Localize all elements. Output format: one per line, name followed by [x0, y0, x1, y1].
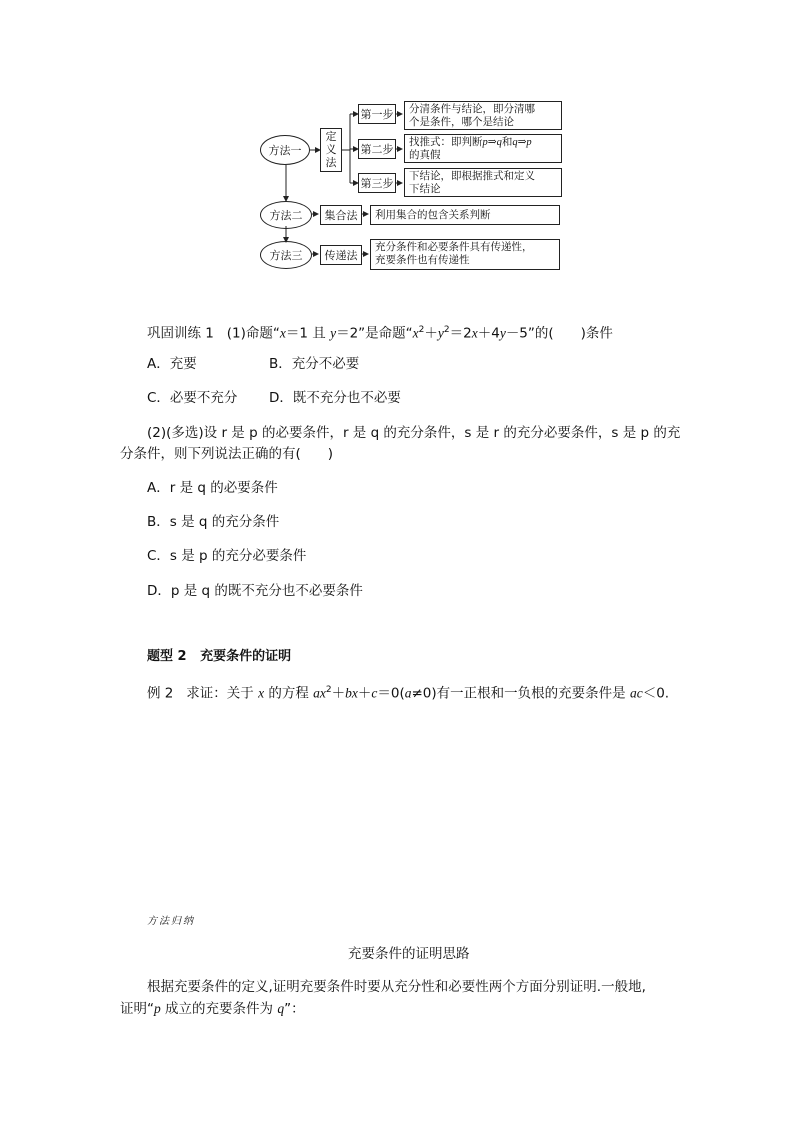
summary-paragraph-line2: 证明“p 成立的充要条件为 q”： [120, 1001, 305, 1017]
section-heading: 题型 2 充要条件的证明 [147, 649, 292, 664]
transfer-method-description: 充分条件和必要条件具有传递性， 充要条件也有传递性 [370, 239, 560, 270]
step3-box: 第三步 [358, 173, 396, 193]
q1-option-a: A．充要 [147, 356, 197, 372]
method1-node: 方法一 [260, 135, 310, 165]
method2-node: 方法二 [260, 201, 312, 229]
method3-node: 方法三 [260, 241, 312, 269]
q1-option-d: D．既不充分也不必要 [269, 390, 401, 406]
q2-option-a: A．r 是 q 的必要条件 [147, 480, 278, 496]
set-method-box: 集合法 [320, 205, 362, 225]
step3-description: 下结论，即根据推式和定义 下结论 [404, 168, 562, 197]
exercise-question-2-line2: 分条件，则下列说法正确的有( ) [120, 446, 334, 462]
summary-paragraph-line1: 根据充要条件的定义,证明充要条件时要从充分性和必要性两个方面分别证明.一般地, [147, 979, 646, 995]
set-method-description: 利用集合的包含关系判断 [370, 205, 560, 225]
exercise-question-1: 巩固训练 1 (1)命题“x＝1 且 y＝2”是命题“$x^2+y^2=2x+4y-5$”的( )条件 [147, 325, 613, 342]
q2-option-d: D．p 是 q 的既不充分也不必要条件 [147, 583, 363, 599]
q2-option-c: C．s 是 p 的充分必要条件 [147, 548, 307, 564]
q1-option-c: C．必要不充分 [147, 390, 238, 406]
summary-heading: 充要条件的证明思路 [348, 946, 470, 962]
definition-method-box: 定 义 法 [320, 128, 342, 172]
step1-description: 分清条件与结论，即分清哪 个是条件，哪个是结论 [404, 101, 562, 130]
step2-box: 第二步 [358, 139, 396, 159]
step1-box: 第一步 [358, 104, 396, 124]
step2-description: 找推式：即判断p⇒q和q⇒p 的真假 [404, 134, 562, 163]
method-summary-label: 方法归纳 [147, 916, 195, 927]
transfer-method-box: 传递法 [320, 245, 362, 265]
q2-option-b: B．s 是 q 的充分条件 [147, 514, 280, 530]
exercise-question-2-line1: (2)(多选)设 r 是 p 的必要条件，r 是 q 的充分条件，s 是 r 的充分必要条件，s 是 p 的充 [147, 425, 681, 441]
example-2: 例 2 求证：关于 x 的方程 $ax^2+bx+c=0(a\ne 0)$有一正根和一负根的充要条件是 ac＜0. [147, 685, 670, 702]
q1-option-b: B．充分不必要 [269, 356, 360, 372]
